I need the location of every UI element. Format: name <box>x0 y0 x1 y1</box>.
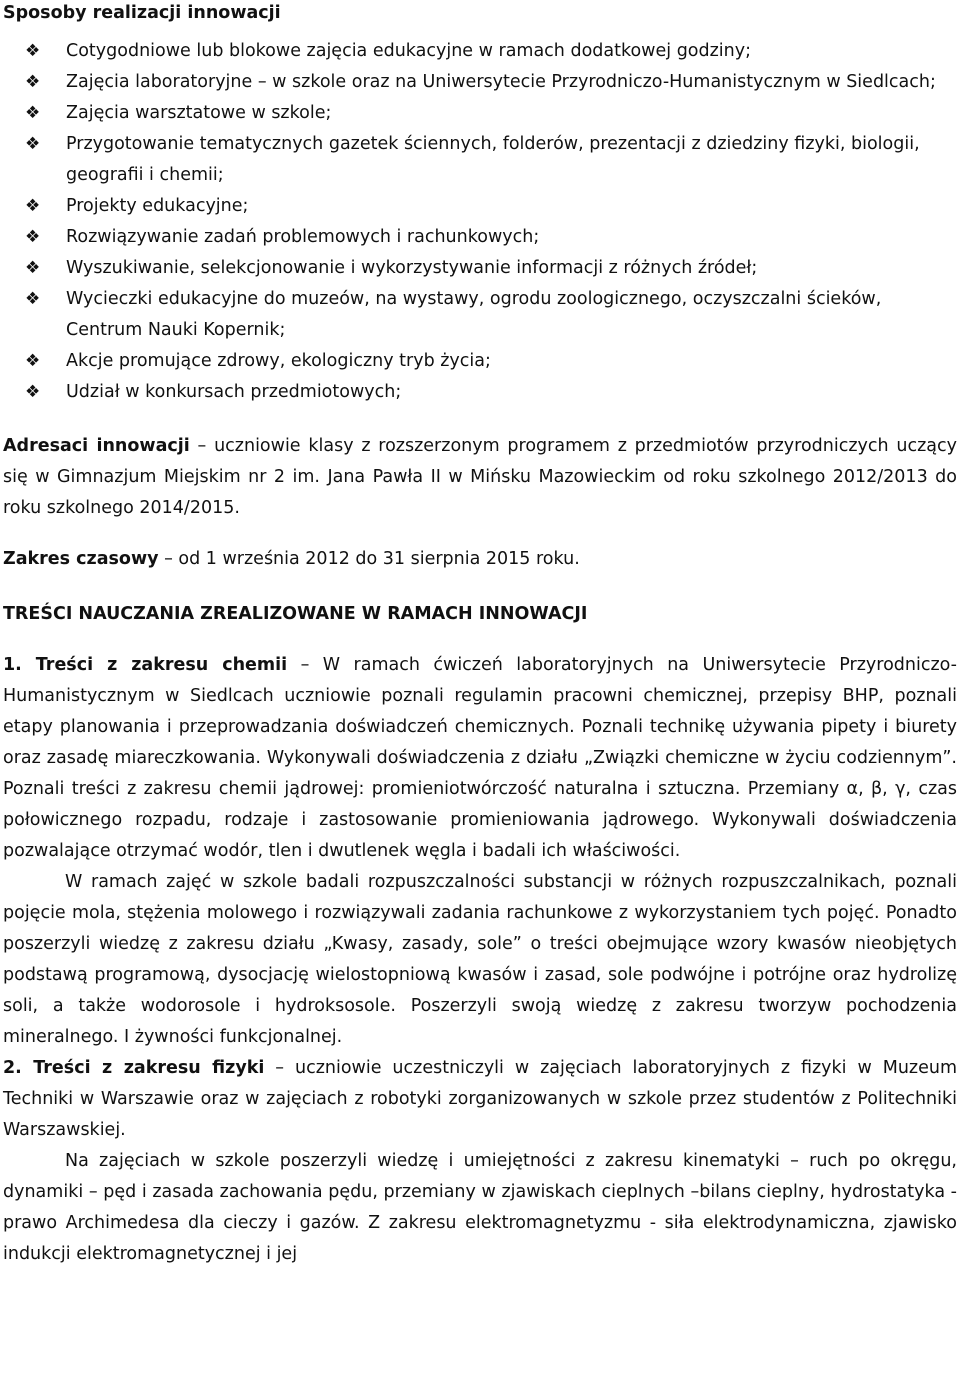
zakres-paragraph <box>3 544 957 575</box>
adresaci-text: – uczniowie klasy z rozszerzonym programem z przedmiotów przyrodniczych uczący się w Gimnazjum Miejskim nr 2 im. Jana Pawła II w Mińsku Mazowieckim od roku szkolnego 2012/2013 do roku szkolnego 2014/2015. <box>3 436 957 518</box>
section-title: Sposoby realizacji innowacji <box>3 3 281 23</box>
chemistry-paragraph-2: W ramach zajęć w szkole badali rozpuszczalności substancji w różnych rozpuszczalnikach, poznali pojęcie mola, stężenia molowego i rozwiązywali zadania rachunkowe z wykorzystaniem tych pojęć. Ponadto poszerzyli wiedzę z zakresu działu „Kwasy, zasady, sole” o treści obejmujące wzory kwasów nieobjętych podstawą programową, dysocjację wielostopniową kwasów i zasad, sole podwójne i potrójne oraz hydrolizę soli, a także wodorosole i hydroksosole. Poszerzyli swoją wiedzę z zakresu tworzyw pochodzenia mineralnego. I żywności funkcjonalnej. <box>3 872 957 1047</box>
diamond-bullet-icon: ❖ <box>25 196 41 216</box>
list-item: ❖ Zajęcia laboratoryjne – w szkole oraz na Uniwersytecie Przyrodniczo-Humanistycznym w Siedlcach; <box>3 67 957 98</box>
zakres-text: – od 1 września 2012 do 31 sierpnia 2015 roku. <box>158 549 580 569</box>
list-item: ❖ Cotygodniowe lub blokowe zajęcia edukacyjne w ramach dodatkowej godziny; <box>3 36 957 67</box>
list-item: ❖ Akcje promujące zdrowy, ekologiczny tryb życia; <box>3 346 957 377</box>
list-item: ❖ Wyszukiwanie, selekcjonowanie i wykorzystywanie informacji z różnych źródeł; <box>3 253 957 284</box>
physics-paragraph-2: Na zajęciach w szkole poszerzyli wiedzę i umiejętności z zakresu kinematyki – ruch po okręgu, dynamiki – pęd i zasada zachowania pędu, przemiany w zjawiskach cieplnych –bilans cieplny, hydrostatyka - prawo Archimedesa dla cieczy i gazów. Z zakresu elektromagnetyzmu - siła elektrodynamiczna, zjawisko indukcji elektromagnetycznej i jej <box>3 1151 957 1264</box>
list-item: ❖ Wycieczki edukacyjne do muzeów, na wystawy, ogrodu zoologicznego, oczyszczalni ścieków, Centrum Nauki Kopernik; <box>3 284 957 346</box>
diamond-bullet-icon: ❖ <box>25 72 41 92</box>
methods-list <box>3 36 957 408</box>
diamond-bullet-icon: ❖ <box>25 227 41 247</box>
chemistry-paragraph <box>3 650 957 867</box>
list-item: ❖ Projekty edukacyjne; <box>3 191 957 222</box>
zakres-label: Zakres czasowy <box>3 549 159 569</box>
list-item: ❖ Udział w konkursach przedmiotowych; <box>3 377 957 408</box>
chemistry-text: – W ramach ćwiczeń laboratoryjnych na Uniwersytecie Przyrodniczo-Humanistycznym w Siedlcach uczniowie poznali regulamin pracowni chemicznej, przepisy BHP, poznali etapy planowania i przeprowadzania doświadczeń chemicznych. Poznali technikę używania pipety i biurety oraz zasadę miareczkowania. Wykonywali doświadczenia z działu „Związki chemiczne w życiu codziennym”. Poznali treści z zakresu chemii jądrowej: promieniotwórczość naturalna i sztuczna. Przemiany α, β, γ, czas połowicznego rozpadu, rodzaje i zastosowanie promieniowania jądrowego. Wykonywali doświadczenia pozwalające otrzymać wodór, tlen i dwutlenek węgla i badali ich właściwości. <box>3 655 957 861</box>
diamond-bullet-icon: ❖ <box>25 258 41 278</box>
list-item: ❖ Zajęcia warsztatowe w szkole; <box>3 98 957 129</box>
diamond-bullet-icon: ❖ <box>25 289 41 309</box>
list-item: ❖ Przygotowanie tematycznych gazetek ściennych, folderów, prezentacji z dziedziny fizyki, biologii, geografii i chemii; <box>3 129 957 191</box>
diamond-bullet-icon: ❖ <box>25 134 41 154</box>
adresaci-paragraph <box>3 431 957 524</box>
physics-text: – uczniowie uczestniczyli w zajęciach laboratoryjnych z fizyki w Muzeum Techniki w Warszawie oraz w zajęciach z robotyki zorganizowanych w szkole przez studentów z Politechniki Warszawskiej. <box>3 1058 957 1140</box>
physics-label: 2. Treści z zakresu fizyki <box>3 1058 265 1078</box>
diamond-bullet-icon: ❖ <box>25 41 41 61</box>
tresci-heading: TREŚCI NAUCZANIA ZREALIZOWANE W RAMACH INNOWACJI <box>3 604 588 624</box>
list-item: ❖ Rozwiązywanie zadań problemowych i rachunkowych; <box>3 222 957 253</box>
diamond-bullet-icon: ❖ <box>25 103 41 123</box>
physics-paragraph <box>3 1053 957 1146</box>
diamond-bullet-icon: ❖ <box>25 382 41 402</box>
diamond-bullet-icon: ❖ <box>25 351 41 371</box>
adresaci-label: Adresaci innowacji <box>3 436 190 456</box>
chemistry-label: 1. Treści z zakresu chemii <box>3 655 288 675</box>
